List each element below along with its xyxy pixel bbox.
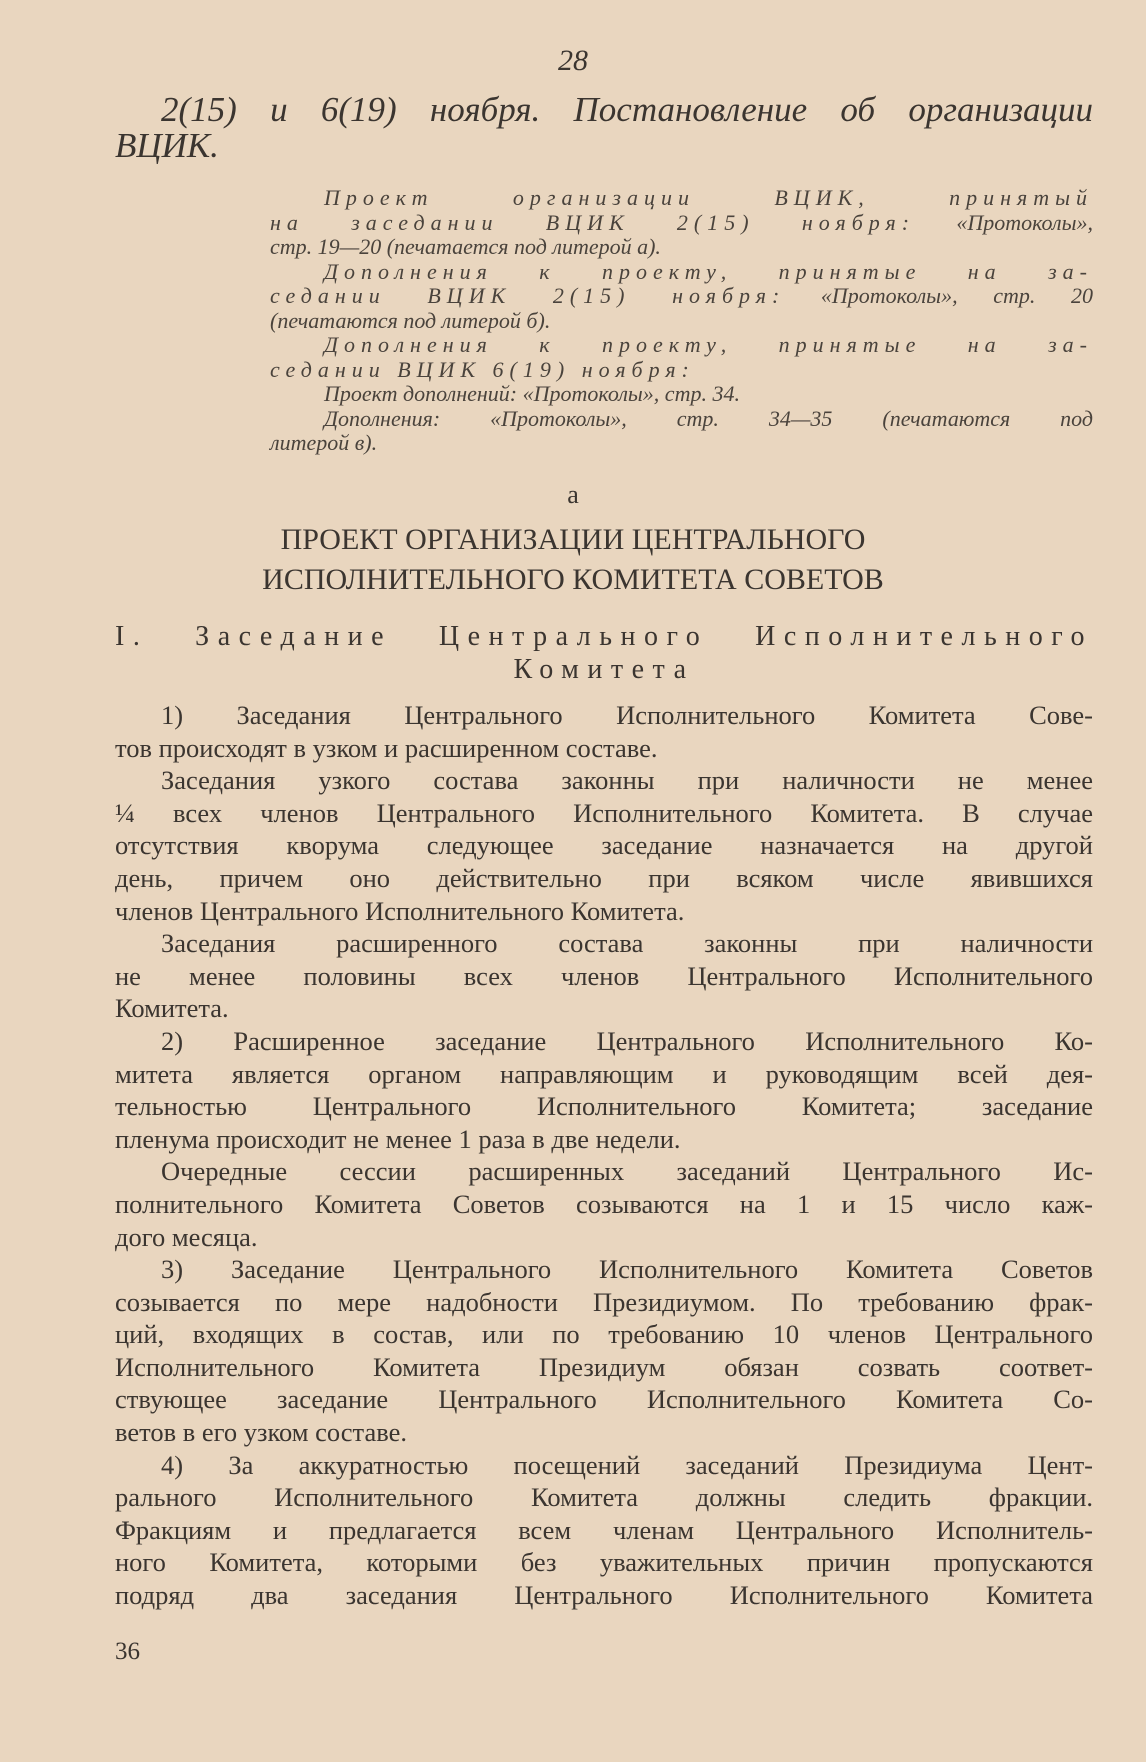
note-segment: Проект организации <box>324 185 695 210</box>
title-line: ПРОЕКТ ОРГАНИЗАЦИИ ЦЕНТРАЛЬНОГО <box>280 523 866 556</box>
note-line <box>270 333 1093 358</box>
note-line <box>270 284 1093 309</box>
editorial-notes <box>270 186 1093 456</box>
body-line: день, причем оно действительно при всяком числе явившихся <box>115 862 1093 893</box>
page-number-top: 28 <box>558 44 588 77</box>
body-line: членов Центрального Исполнительного Комитета. <box>115 895 685 926</box>
section-heading-line: I. Заседание Центрального Исполнительного <box>115 621 1093 652</box>
body-line: Заседания расширенного состава законны при наличности <box>161 928 1093 959</box>
page-number-bottom: 36 <box>115 1638 140 1665</box>
heading-line: 2(15) и 6(19) ноября. Постановление об организации <box>161 90 1093 129</box>
body-line: ствующее заседание Центрального Исполнительного Комитета Со- <box>115 1384 1093 1415</box>
body-line: рального Исполнительного Комитета должны следить фракции. <box>115 1482 1093 1513</box>
body-line: ций, входящих в состав, или по требованию 10 членов Центрального <box>115 1319 1093 1350</box>
note-segment: Дополнения к проекту, принятые на за- <box>324 258 1093 284</box>
note-line <box>270 309 1093 334</box>
body-line: Фракциям и предлагается всем членам Центрального Исполнитель- <box>115 1514 1093 1545</box>
title-line: ИСПОЛНИТЕЛЬНОГО КОМИТЕТА СОВЕТОВ <box>262 563 884 596</box>
note-line <box>270 382 1093 407</box>
note-segment: литерой в). <box>270 430 378 455</box>
note-line <box>270 260 1093 285</box>
section-letter: а <box>567 480 579 509</box>
document-title <box>0 520 1146 600</box>
note-line <box>270 431 1093 456</box>
body-line: 1) Заседания Центрального Исполнительного Комитета Сове- <box>161 700 1093 730</box>
body-text <box>115 699 1093 1612</box>
body-line: тов происходят в узком и расширенном составе. <box>115 732 658 763</box>
body-line: дого месяца. <box>115 1221 258 1252</box>
note-segment: седании ВЦИК 2(15) ноября: <box>270 283 786 308</box>
body-line: митета является органом направляющим и руководящим всей дея- <box>115 1058 1093 1089</box>
body-line: ветов в его узком составе. <box>115 1417 407 1448</box>
body-line: подряд два заседания Центрального Исполнительного Комитета <box>115 1580 1093 1611</box>
body-line: Заседания узкого состава законны при наличности не менее <box>161 765 1093 796</box>
body-line: полнительного Комитета Советов созываются на 1 и 15 число каж- <box>115 1188 1093 1219</box>
note-line <box>270 211 1093 236</box>
note-segment: «Протоколы», стр. 20 <box>785 283 1093 308</box>
section-heading <box>115 620 1093 686</box>
note-segment: стр. 19—20 (печатается под литерой а). <box>270 234 661 259</box>
note-line <box>270 235 1093 260</box>
note-segment: Дополнения к проекту, принятые на за- <box>324 332 1093 357</box>
body-line: тельностью Центрального Исполнительного Комитета; заседание <box>115 1091 1093 1122</box>
note-line <box>270 358 1093 383</box>
body-line: 2) Расширенное заседание Центрального Исполнительного Ко- <box>161 1025 1093 1056</box>
note-segment: «Протоколы», <box>915 209 1093 235</box>
note-line <box>270 186 1093 211</box>
body-line: ¼ всех членов Центрального Исполнительного Комитета. В случае <box>115 797 1093 828</box>
body-line: Исполнительного Комитета Президиум обязан созвать соответ- <box>115 1351 1093 1382</box>
body-line: созывается по мере надобности Президиумом. По требованию фрак- <box>115 1286 1093 1317</box>
heading-line: ВЦИК. <box>115 126 219 165</box>
body-line: не менее половины всех членов Центрального Исполнительного <box>115 960 1093 991</box>
note-segment: ВЦИК, <box>695 185 950 210</box>
document-heading <box>115 92 1093 164</box>
body-line: ного Комитета, которыми без уважительных причин пропускаются <box>115 1547 1093 1578</box>
note-segment: на заседании ВЦИК 2(15) ноября: <box>270 209 916 235</box>
note-segment: Дополнения: «Протоколы», стр. 34—35 (печатаются под <box>324 405 1093 431</box>
body-line: Комитета. <box>115 993 229 1024</box>
body-line: отсутствия кворума следующее заседание назначается на другой <box>115 830 1093 861</box>
note-segment: (печатаются под литерой б). <box>270 307 551 333</box>
note-segment: седании ВЦИК 6(19) ноября: <box>270 356 695 382</box>
note-segment: Проект дополнений: «Протоколы», стр. 34. <box>324 381 740 406</box>
note-segment: принятый <box>949 185 1094 210</box>
note-line <box>270 407 1093 432</box>
section-heading-line: Комитета <box>513 654 695 685</box>
body-line: пленума происходит не менее 1 раза в две недели. <box>115 1123 681 1154</box>
body-line: 3) Заседание Центрального Исполнительного Комитета Советов <box>161 1254 1093 1285</box>
body-line: 4) За аккуратностью посещений заседаний Президиума Цент- <box>161 1449 1093 1480</box>
body-line: Очередные сессии расширенных заседаний Центрального Ис- <box>161 1156 1093 1187</box>
